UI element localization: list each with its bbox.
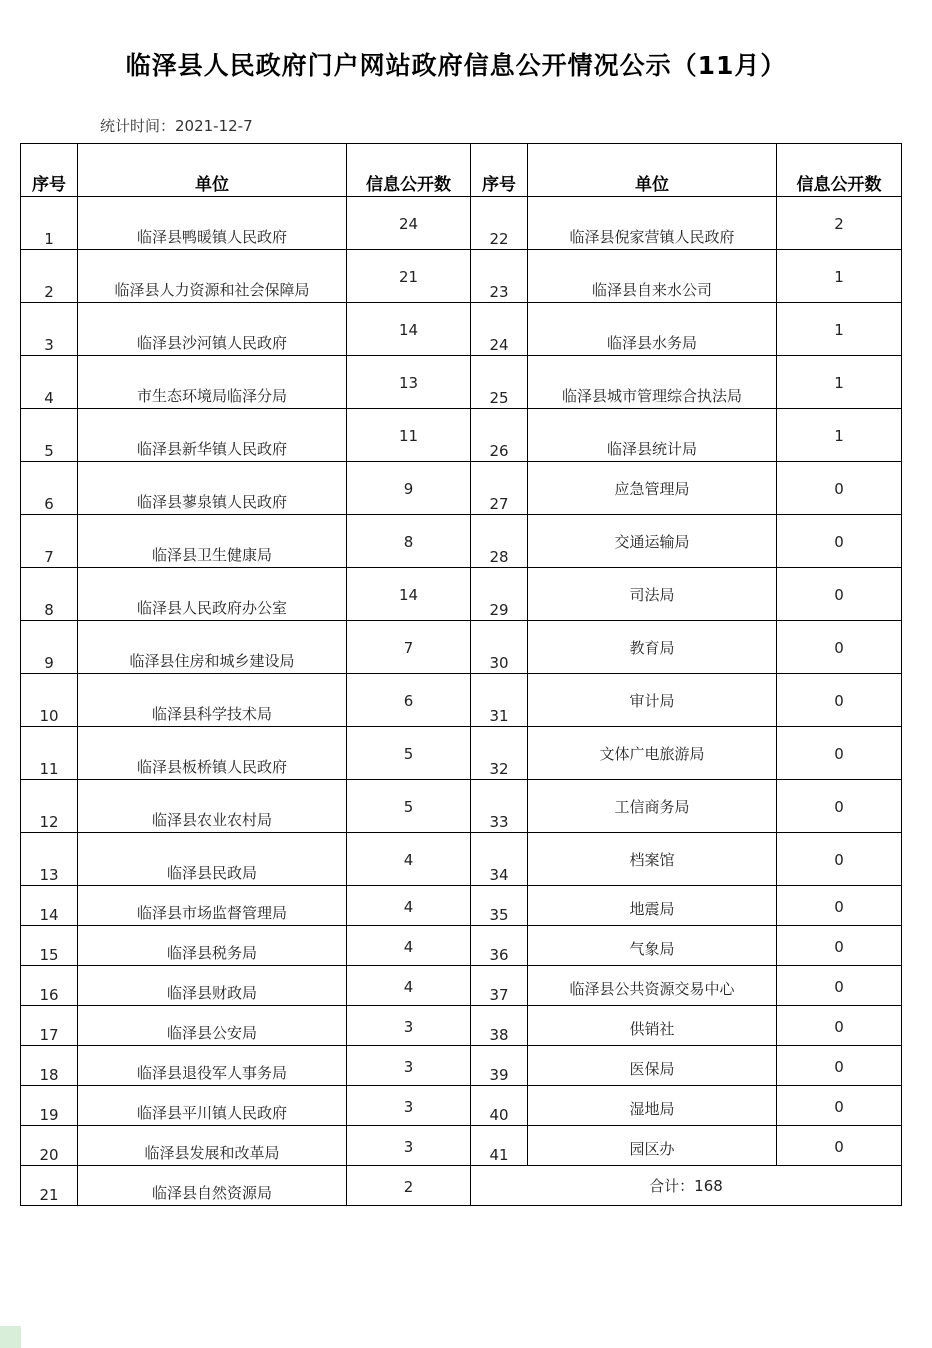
seq-cell: 3 bbox=[21, 303, 78, 356]
count-cell: 5 bbox=[347, 780, 471, 833]
seq-cell: 35 bbox=[471, 886, 528, 926]
unit-cell: 园区办 bbox=[528, 1126, 777, 1166]
unit-cell: 临泽县沙河镇人民政府 bbox=[78, 303, 347, 356]
unit-cell: 临泽县板桥镇人民政府 bbox=[78, 727, 347, 780]
seq-cell: 30 bbox=[471, 621, 528, 674]
unit-cell: 湿地局 bbox=[528, 1086, 777, 1126]
unit-cell: 工信商务局 bbox=[528, 780, 777, 833]
seq-cell: 10 bbox=[21, 674, 78, 727]
unit-cell: 临泽县人民政府办公室 bbox=[78, 568, 347, 621]
unit-cell: 临泽县人力资源和社会保障局 bbox=[78, 250, 347, 303]
count-cell: 6 bbox=[347, 674, 471, 727]
seq-cell: 39 bbox=[471, 1046, 528, 1086]
seq-cell: 28 bbox=[471, 515, 528, 568]
count-cell: 4 bbox=[347, 926, 471, 966]
unit-cell: 临泽县市场监督管理局 bbox=[78, 886, 347, 926]
seq-cell: 20 bbox=[21, 1126, 78, 1166]
table-row bbox=[21, 780, 902, 833]
seq-cell: 25 bbox=[471, 356, 528, 409]
seq-cell: 19 bbox=[21, 1086, 78, 1126]
table-row bbox=[21, 568, 902, 621]
seq-cell: 37 bbox=[471, 966, 528, 1006]
table-row bbox=[21, 1046, 902, 1086]
seq-cell: 23 bbox=[471, 250, 528, 303]
seq-cell: 22 bbox=[471, 197, 528, 250]
unit-cell: 临泽县自然资源局 bbox=[78, 1166, 347, 1206]
count-cell: 0 bbox=[777, 1086, 902, 1126]
seq-cell: 7 bbox=[21, 515, 78, 568]
unit-cell: 市生态环境局临泽分局 bbox=[78, 356, 347, 409]
count-cell: 0 bbox=[777, 966, 902, 1006]
unit-cell: 临泽县住房和城乡建设局 bbox=[78, 621, 347, 674]
table-row bbox=[21, 621, 902, 674]
seq-cell: 40 bbox=[471, 1086, 528, 1126]
count-cell: 9 bbox=[347, 462, 471, 515]
table-row bbox=[21, 409, 902, 462]
seq-cell: 31 bbox=[471, 674, 528, 727]
header-unit: 单位 bbox=[528, 144, 777, 197]
unit-cell: 临泽县公安局 bbox=[78, 1006, 347, 1046]
header-count: 信息公开数 bbox=[777, 144, 902, 197]
unit-cell: 档案馆 bbox=[528, 833, 777, 886]
unit-cell: 临泽县公共资源交易中心 bbox=[528, 966, 777, 1006]
count-cell: 0 bbox=[777, 462, 902, 515]
count-cell: 1 bbox=[777, 250, 902, 303]
count-cell: 4 bbox=[347, 886, 471, 926]
count-cell: 0 bbox=[777, 833, 902, 886]
seq-cell: 36 bbox=[471, 926, 528, 966]
count-cell: 3 bbox=[347, 1086, 471, 1126]
unit-cell: 供销社 bbox=[528, 1006, 777, 1046]
unit-cell: 临泽县鸭暖镇人民政府 bbox=[78, 197, 347, 250]
seq-cell: 27 bbox=[471, 462, 528, 515]
table-row bbox=[21, 303, 902, 356]
unit-cell: 临泽县统计局 bbox=[528, 409, 777, 462]
header-count: 信息公开数 bbox=[347, 144, 471, 197]
seq-cell: 21 bbox=[21, 1166, 78, 1206]
unit-cell: 临泽县倪家营镇人民政府 bbox=[528, 197, 777, 250]
count-cell: 0 bbox=[777, 886, 902, 926]
unit-cell: 临泽县平川镇人民政府 bbox=[78, 1086, 347, 1126]
seq-cell: 34 bbox=[471, 833, 528, 886]
count-cell: 0 bbox=[777, 727, 902, 780]
table-row bbox=[21, 250, 902, 303]
seq-cell: 9 bbox=[21, 621, 78, 674]
count-cell: 1 bbox=[777, 303, 902, 356]
unit-cell: 临泽县民政局 bbox=[78, 833, 347, 886]
header-seq: 序号 bbox=[471, 144, 528, 197]
count-cell: 0 bbox=[777, 674, 902, 727]
header-row bbox=[21, 144, 902, 197]
unit-cell: 交通运输局 bbox=[528, 515, 777, 568]
seq-cell: 1 bbox=[21, 197, 78, 250]
count-cell: 3 bbox=[347, 1126, 471, 1166]
count-cell: 0 bbox=[777, 1046, 902, 1086]
count-cell: 0 bbox=[777, 926, 902, 966]
table-row bbox=[21, 356, 902, 409]
count-cell: 8 bbox=[347, 515, 471, 568]
unit-cell: 临泽县新华镇人民政府 bbox=[78, 409, 347, 462]
table-row bbox=[21, 1126, 902, 1166]
disclosure-table bbox=[20, 143, 902, 1206]
seq-cell: 15 bbox=[21, 926, 78, 966]
unit-cell: 应急管理局 bbox=[528, 462, 777, 515]
unit-cell: 审计局 bbox=[528, 674, 777, 727]
unit-cell: 临泽县自来水公司 bbox=[528, 250, 777, 303]
seq-cell: 18 bbox=[21, 1046, 78, 1086]
table-row bbox=[21, 1166, 902, 1206]
seq-cell: 13 bbox=[21, 833, 78, 886]
table-row bbox=[21, 727, 902, 780]
count-cell: 5 bbox=[347, 727, 471, 780]
unit-cell: 临泽县农业农村局 bbox=[78, 780, 347, 833]
count-cell: 4 bbox=[347, 966, 471, 1006]
header-seq: 序号 bbox=[21, 144, 78, 197]
table-row bbox=[21, 1086, 902, 1126]
seq-cell: 8 bbox=[21, 568, 78, 621]
count-cell: 2 bbox=[347, 1166, 471, 1206]
unit-cell: 文体广电旅游局 bbox=[528, 727, 777, 780]
unit-cell: 临泽县卫生健康局 bbox=[78, 515, 347, 568]
table-row bbox=[21, 966, 902, 1006]
seq-cell: 38 bbox=[471, 1006, 528, 1046]
table-row bbox=[21, 515, 902, 568]
seq-cell: 33 bbox=[471, 780, 528, 833]
count-cell: 13 bbox=[347, 356, 471, 409]
seq-cell: 5 bbox=[21, 409, 78, 462]
seq-cell: 12 bbox=[21, 780, 78, 833]
corner-marker bbox=[0, 1326, 21, 1348]
table-row bbox=[21, 926, 902, 966]
unit-cell: 教育局 bbox=[528, 621, 777, 674]
total-cell: 合计：168 bbox=[471, 1166, 902, 1206]
unit-cell: 临泽县城市管理综合执法局 bbox=[528, 356, 777, 409]
unit-cell: 临泽县蓼泉镇人民政府 bbox=[78, 462, 347, 515]
table-body bbox=[21, 197, 902, 1206]
count-cell: 11 bbox=[347, 409, 471, 462]
count-cell: 21 bbox=[347, 250, 471, 303]
seq-cell: 17 bbox=[21, 1006, 78, 1046]
count-cell: 14 bbox=[347, 303, 471, 356]
unit-cell: 地震局 bbox=[528, 886, 777, 926]
table-row bbox=[21, 674, 902, 727]
count-cell: 3 bbox=[347, 1046, 471, 1086]
unit-cell: 临泽县科学技术局 bbox=[78, 674, 347, 727]
seq-cell: 2 bbox=[21, 250, 78, 303]
count-cell: 0 bbox=[777, 780, 902, 833]
seq-cell: 29 bbox=[471, 568, 528, 621]
unit-cell: 气象局 bbox=[528, 926, 777, 966]
table-row bbox=[21, 462, 902, 515]
unit-cell: 医保局 bbox=[528, 1046, 777, 1086]
unit-cell: 临泽县财政局 bbox=[78, 966, 347, 1006]
seq-cell: 6 bbox=[21, 462, 78, 515]
seq-cell: 11 bbox=[21, 727, 78, 780]
count-cell: 0 bbox=[777, 515, 902, 568]
count-cell: 1 bbox=[777, 409, 902, 462]
count-cell: 0 bbox=[777, 1006, 902, 1046]
table-row bbox=[21, 833, 902, 886]
count-cell: 0 bbox=[777, 1126, 902, 1166]
count-cell: 24 bbox=[347, 197, 471, 250]
table-row bbox=[21, 886, 902, 926]
seq-cell: 41 bbox=[471, 1126, 528, 1166]
seq-cell: 26 bbox=[471, 409, 528, 462]
seq-cell: 4 bbox=[21, 356, 78, 409]
count-cell: 2 bbox=[777, 197, 902, 250]
table-row bbox=[21, 1006, 902, 1046]
seq-cell: 24 bbox=[471, 303, 528, 356]
count-cell: 0 bbox=[777, 621, 902, 674]
stat-time: 统计时间：2021-12-7 bbox=[100, 117, 253, 135]
unit-cell: 临泽县税务局 bbox=[78, 926, 347, 966]
count-cell: 4 bbox=[347, 833, 471, 886]
unit-cell: 临泽县发展和改革局 bbox=[78, 1126, 347, 1166]
unit-cell: 临泽县水务局 bbox=[528, 303, 777, 356]
table-row bbox=[21, 197, 902, 250]
count-cell: 1 bbox=[777, 356, 902, 409]
count-cell: 3 bbox=[347, 1006, 471, 1046]
unit-cell: 临泽县退役军人事务局 bbox=[78, 1046, 347, 1086]
count-cell: 7 bbox=[347, 621, 471, 674]
unit-cell: 司法局 bbox=[528, 568, 777, 621]
seq-cell: 32 bbox=[471, 727, 528, 780]
page-title: 临泽县人民政府门户网站政府信息公开情况公示（11月） bbox=[125, 51, 787, 80]
seq-cell: 14 bbox=[21, 886, 78, 926]
count-cell: 0 bbox=[777, 568, 902, 621]
header-unit: 单位 bbox=[78, 144, 347, 197]
seq-cell: 16 bbox=[21, 966, 78, 1006]
count-cell: 14 bbox=[347, 568, 471, 621]
